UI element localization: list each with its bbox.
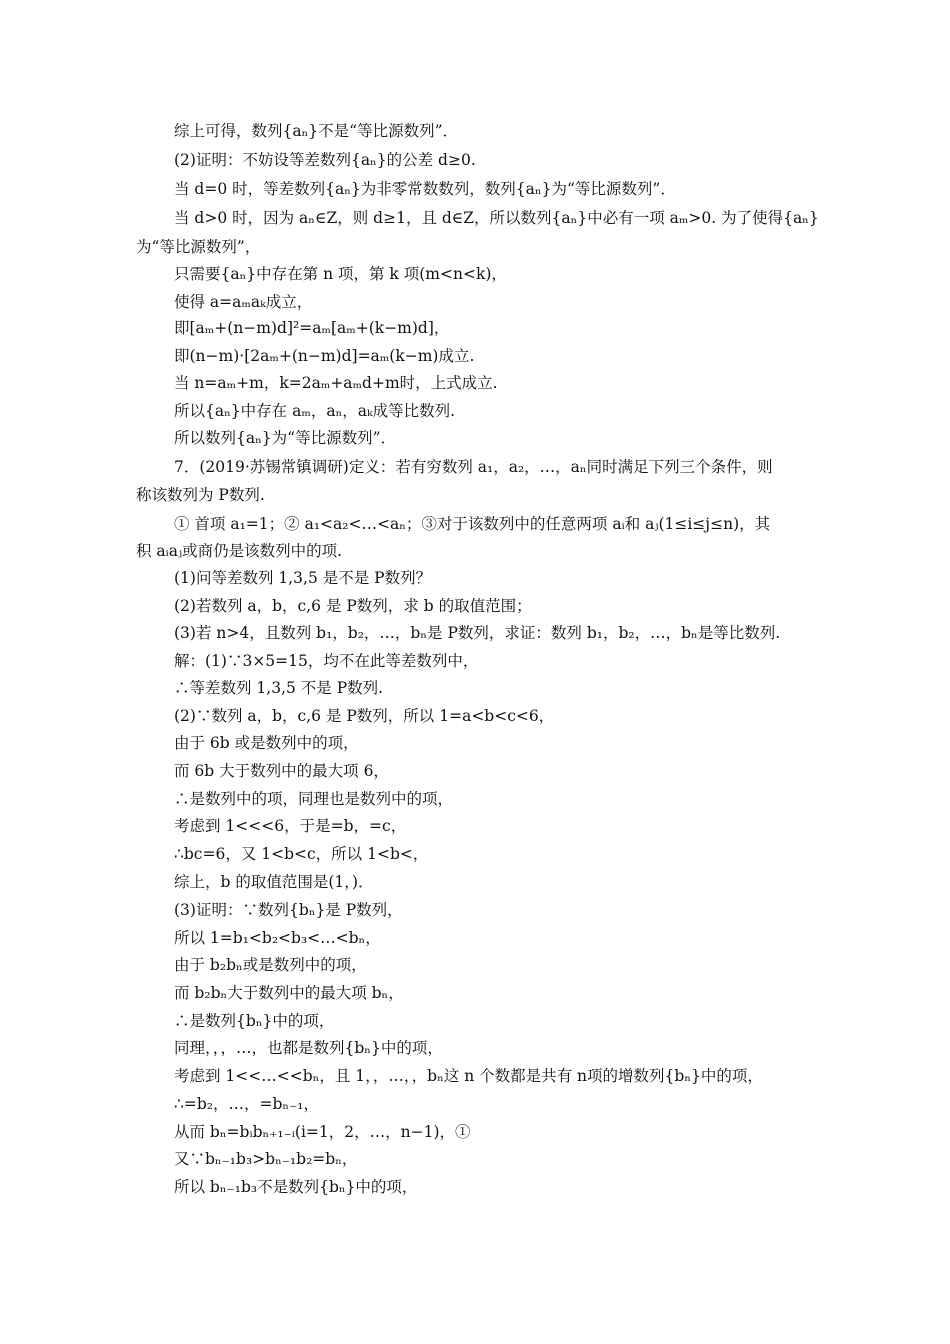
text-line: ① 首项 a₁=1；② a₁<a₂<…<aₙ；③对于该数列中的任意两项 aᵢ和 aⱼ(1≤i≤j≤n)，其 (174, 515, 771, 533)
text-line: 从而 bₙ=bᵢbₙ₊₁₋ᵢ(i=1，2，…，n−1)，① (174, 1123, 471, 1141)
text-line: ∴bc=6，又 1<b<c，所以 1<b<， (174, 845, 429, 863)
text-line: ∴是数列{bₙ}中的项， (174, 1012, 335, 1030)
text-line: 综上可得，数列{aₙ}不是“等比源数列”． (174, 122, 459, 140)
text-line: 积 aᵢaⱼ或商仍是该数列中的项. (136, 542, 343, 560)
text-line: (3)证明：∵数列{bₙ}是 P数列， (174, 901, 403, 919)
text-line: 而 b₂bₙ大于数列中的最大项 bₙ， (174, 984, 404, 1002)
text-line: 由于 b₂bₙ或是数列中的项， (174, 956, 367, 974)
text-line: 由于 6b 或是数列中的项， (174, 734, 359, 752)
text-line: ∴=b₂，…，=bₙ₋₁， (174, 1095, 319, 1113)
text-line: (2)∵数列 a，b，c,6 是 P数列，所以 1=a<b<c<6， (174, 707, 555, 725)
text-line: ∴是数列中的项，同理也是数列中的项， (174, 790, 454, 808)
text-line: 又∵bₙ₋₁b₃>bₙ₋₁b₂=bₙ， (174, 1150, 358, 1168)
text-line: 即[aₘ+(n−m)d]²=aₘ[aₘ+(k−m)d]， (174, 319, 450, 337)
text-line: (3)若 n>4，且数列 b₁，b₂，…，bₙ是 P数列，求证：数列 b₁，b₂，…，bₙ是等比数列. (174, 624, 781, 642)
text-line: 当 d=0 时，等差数列{aₙ}为非零常数数列，数列{aₙ}为“等比源数列”． (174, 180, 676, 198)
text-line: 所以 bₙ₋₁b₃不是数列{bₙ}中的项， (174, 1178, 418, 1196)
text-line: 考虑到 1<<…<<bₙ，且 1，，…，，bₙ这 n 个数都是共有 n项的增数列{bₙ}中的项， (174, 1067, 763, 1085)
text-line: (1)问等差数列 1,3,5 是不是 P数列？ (174, 569, 432, 587)
text-line: 7．(2019·苏锡常镇调研)定义：若有穷数列 a₁，a₂，…，aₙ同时满足下列三个条件，则 (174, 458, 773, 476)
text-line: ∴等差数列 1,3,5 不是 P数列. (174, 679, 384, 697)
text-line: 称该数列为 P数列. (136, 486, 265, 504)
text-line: 即(n−m)·[2aₘ+(n−m)d]=aₘ(k−m)成立. (174, 347, 475, 365)
text-line: 当 d>0 时，因为 aₙ∈Z，则 d≥1，且 d∈Z，所以数列{aₙ}中必有一项 aₘ>0. 为了使得{aₙ} (174, 209, 819, 227)
text-line: 而 6b 大于数列中的最大项 6， (174, 762, 389, 780)
text-line: (2)证明：不妨设等差数列{aₙ}的公差 d≥0. (174, 151, 476, 169)
text-line: 考虑到 1<<<6，于是=b，=c， (174, 817, 407, 835)
text-line: 同理，，，…，也都是数列{bₙ}中的项， (174, 1039, 443, 1057)
text-line: 为“等比源数列”， (136, 238, 261, 256)
text-line: 只需要{aₙ}中存在第 n 项，第 k 项(m<n<k)， (174, 265, 507, 283)
text-line: 所以数列{aₙ}为“等比源数列”． (174, 429, 397, 447)
text-line: (2)若数列 a，b，c,6 是 P数列，求 b 的取值范围； (174, 597, 532, 615)
text-line: 所以 1=b₁<b₂<b₃<…<bₙ， (174, 929, 381, 947)
text-line: 综上，b 的取值范围是(1，)． (174, 873, 374, 891)
text-line: 解：(1)∵3×5=15，均不在此等差数列中， (174, 652, 479, 670)
text-line: 所以{aₙ}中存在 aₘ，aₙ，aₖ成等比数列. (174, 402, 456, 420)
text-line: 当 n=aₘ+m，k=2aₘ+aₘd+m时，上式成立. (174, 374, 498, 392)
text-line: 使得 a=aₘaₖ成立， (174, 293, 313, 311)
